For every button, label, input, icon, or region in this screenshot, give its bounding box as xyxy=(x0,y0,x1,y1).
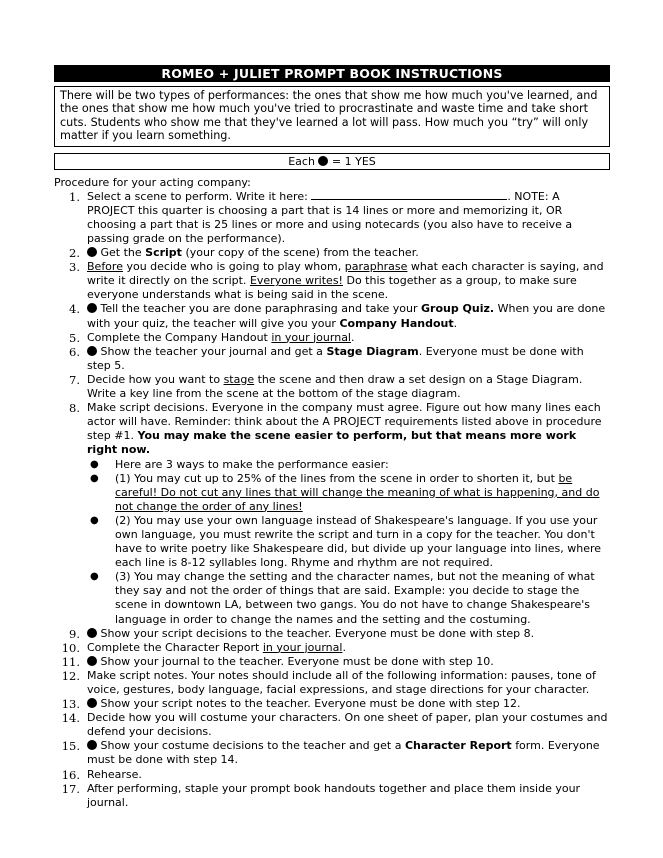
yes-key-box xyxy=(54,153,610,170)
step-number: 13. xyxy=(61,697,80,712)
step-8: 8. Make script decisions. Everyone in the company must agree. Figure out how many lines each actor will have. Reminder: think about the A PROJECT requirements listed above in procedure step #1. You may make the scene easier to perform, but that means more work right now. xyxy=(54,401,610,457)
step-number: 11. xyxy=(61,654,80,669)
step-8-bullet: ● (1) You may cut up to 25% of the lines from the scene in order to shorten it, but be careful! Do not cut any lines that will change the meaning of what is happening, and do not change the order of any lines! xyxy=(90,471,600,513)
procedure-steps xyxy=(54,190,610,810)
step-6: 6. Show the teacher your journal and get a Stage Diagram. Everyone must be done with step 5. xyxy=(54,345,610,373)
step-7: 7. Decide how you want to stage the scene and then draw a set design on a Stage Diagram. Write a key line from the scene at the bottom of the stage diagram. xyxy=(54,373,610,401)
yes-key-label: Each xyxy=(288,154,315,168)
page-title: ROMEO + JULIET PROMPT BOOK INSTRUCTIONS xyxy=(54,65,610,82)
step-10: 10. Complete the Character Report in your journal. xyxy=(61,640,346,655)
step-number: 9. xyxy=(69,626,80,641)
intro-box: There will be two types of performances: the ones that show me how much you've learned, and the ones that show me how much you've tried to procrastinate and waste time and take short cuts. Students who show me that they've learned a lot will pass. How much you “try” will only matter if you learn something. xyxy=(54,86,610,147)
step-3: 3. Before you decide who is going to play whom, paraphrase what each character is saying, and write it directly on the script. Everyone writes! Do this together as a group, to make sure everyone understands what is being said in the scene. xyxy=(54,260,610,302)
step-17: 17. After performing, staple your prompt book handouts together and place them inside your journal. xyxy=(61,781,581,809)
procedure-section xyxy=(54,176,610,810)
step-8-bullet: ● (2) You may use your own language instead of Shakespeare's language. If you use your own language, you must rewrite the script and turn in a copy for the teacher. You don't have to write poetry like Shakespeare did, but divide up your language into lines, where each line is 8-12 syllables long. Rhyme and rhythm are not required. xyxy=(90,513,602,570)
bullet-icon: ● xyxy=(90,571,99,583)
step-5: 5. Complete the Company Handout in your journal. xyxy=(54,331,610,345)
step-8-bullet: ● (3) You may change the setting and the character names, but not the meaning of what they say and not the order of things that are said. Example: you decide to stage the scene in downtown LA, between two gangs. You do not have to change Shakespeare's language in order to change the names and the setting and the costuming. xyxy=(90,570,595,626)
yes-key-value: = 1 YES xyxy=(331,154,376,168)
bullet-icon: ● xyxy=(90,458,99,470)
step-number: 5. xyxy=(69,330,80,345)
step-13: 13. Show your script notes to the teacher. Everyone must be done with step 12. xyxy=(61,697,521,712)
step-11: 11. Show your journal to the teacher. Everyone must be done with step 10. xyxy=(61,654,494,669)
step-number: 17. xyxy=(61,781,80,796)
step-number: 15. xyxy=(61,739,80,754)
step-14: 14. Decide how you will costume your characters. On one sheet of paper, plan your costumes and defend your decisions. xyxy=(61,711,608,739)
step-number: 8. xyxy=(69,401,80,416)
filled-circle-icon xyxy=(87,740,97,750)
step-16: 16. Rehearse. xyxy=(61,767,142,782)
filled-circle-icon xyxy=(87,303,97,313)
step-number: 4. xyxy=(69,302,80,317)
step-number: 10. xyxy=(61,640,80,655)
filled-circle-icon xyxy=(87,656,97,666)
step-number: 16. xyxy=(61,767,80,782)
procedure-label: Procedure for your acting company: xyxy=(54,175,251,189)
step-1: 1. Select a scene to perform. Write it here: . NOTE: A PROJECT this quarter is choosing a part that is 14 lines or more and memorizing it, OR choosing a part that is 25 lines or more and using notecards (you also have to receive a passing grade on the performance). xyxy=(54,190,610,246)
step-4: 4. Tell the teacher you are done paraphrasing and take your Group Quiz. When you are done with your quiz, the teacher will give you your Company Handout. xyxy=(54,302,610,330)
bullet-icon: ● xyxy=(90,514,99,526)
step-15: 15. Show your costume decisions to the teacher and get a Character Report form. Everyone must be done with step 14. xyxy=(61,739,600,767)
scene-write-in-blank[interactable] xyxy=(311,199,507,200)
filled-circle-icon xyxy=(318,156,328,166)
step-2: 2. Get the Script (your copy of the scene) from the teacher. xyxy=(54,246,610,260)
step-number: 3. xyxy=(69,260,80,275)
document-page xyxy=(54,65,610,810)
step-number: 14. xyxy=(61,711,80,726)
step-number: 6. xyxy=(69,344,80,359)
filled-circle-icon xyxy=(87,247,97,257)
step-12: 12. Make script notes. Your notes should include all of the following information: pauses, tone of voice, gestures, body language, facial expressions, and stage directions for your character. xyxy=(61,668,596,696)
step-number: 2. xyxy=(69,246,80,261)
step-number: 7. xyxy=(69,372,80,387)
bullet-icon: ● xyxy=(90,472,99,484)
step-9: 9. Show your script decisions to the teacher. Everyone must be done with step 8. xyxy=(54,627,610,641)
step-8-bullet: ● Here are 3 ways to make the performance easier: xyxy=(90,457,389,471)
filled-circle-icon xyxy=(87,346,97,356)
step-number: 12. xyxy=(61,668,80,683)
step-number: 1. xyxy=(69,189,80,204)
filled-circle-icon xyxy=(87,698,97,708)
filled-circle-icon xyxy=(87,628,97,638)
